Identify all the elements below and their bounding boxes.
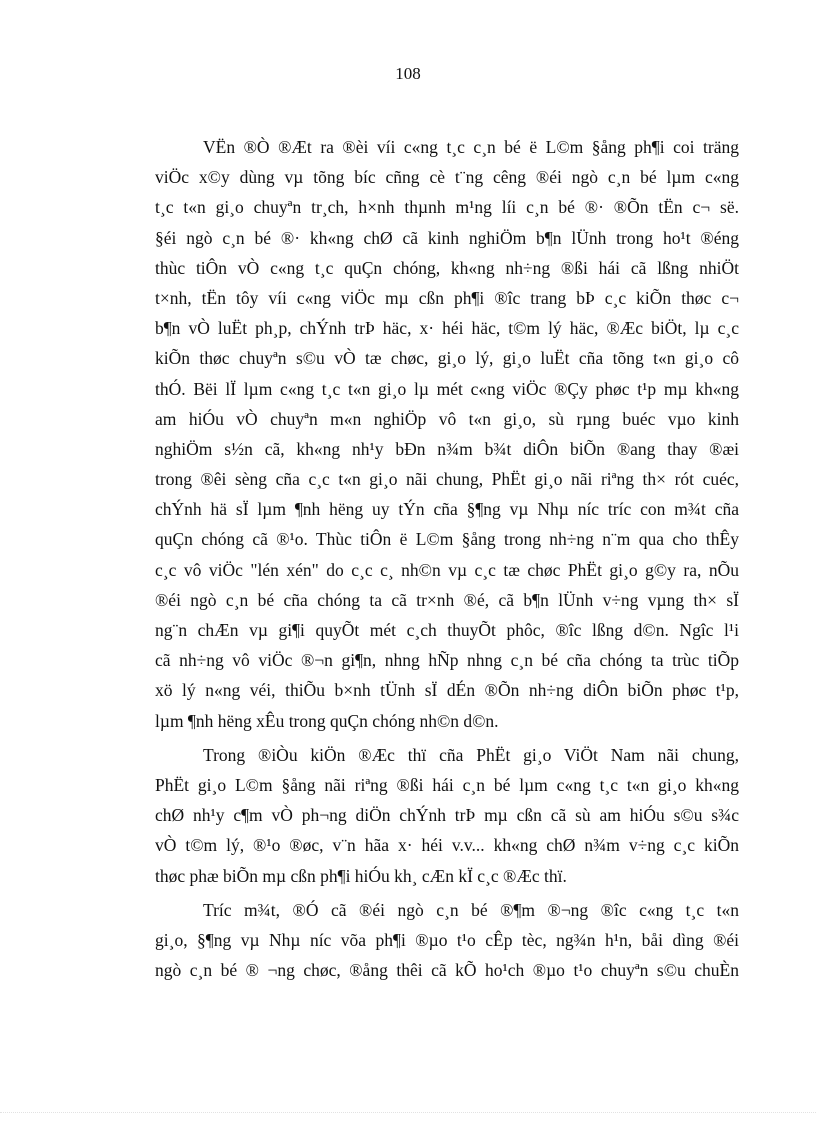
text-line: viÖc x©y dùng vµ tõng bíc cñng cè t¨ng cêng ®éi ngò c¸n bé lµm c«ng [155, 167, 739, 188]
paragraph [155, 740, 739, 891]
text-line: vÒ t©m lý, ®¹o ®øc, v¨n hãa x· héi v.v... kh«ng chØ n¾m v÷ng c¸c kiÕn [155, 835, 739, 856]
text-line: ®éi ngò c¸n bé cña chóng ta cã tr×nh ®é, cã b¶n lÜnh v÷ng vµng th× sÏ [155, 589, 739, 610]
text-line: Tríc m¾t, ®Ó cã ®éi ngò c¸n bé ®¶m ®¬ng ®îc c«ng t¸c t«n [203, 899, 739, 920]
text-line: am hiÓu vÒ chuyªn m«n nghiÖp vô t«n gi¸o, sù rµng buéc vµo kinh [155, 408, 739, 429]
text-line: kiÕn thøc chuyªn s©u vÒ tæ chøc, gi¸o lý, gi¸o luËt cña tõng t«n gi¸o cô [155, 348, 739, 369]
text-line: c¸c vô viÖc "lén xén" do c¸c c¸ nh©n vµ c¸c tæ chøc PhËt gi¸o g©y ra, nÕu [155, 559, 739, 580]
text-line: gi¸o, §¶ng vµ Nhµ níc võa ph¶i ®µo t¹o cÊp tèc, ng¾n h¹n, båi dìng ®éi [155, 929, 739, 950]
text-line: chÝnh hä sÏ lµm ¶nh hëng uy tÝn cña §¶ng vµ Nhµ níc tríc con m¾t cña [155, 499, 739, 520]
text-line: lµm ¶nh hëng xÊu trong quÇn chóng nh©n d©n. [155, 710, 499, 731]
text-line: thùc tiÔn vÒ c«ng t¸c quÇn chóng, kh«ng nh÷ng ®ßi hái cã lßng nhiÖt [155, 257, 739, 278]
text-line: t¸c t«n gi¸o chuyªn tr¸ch, h×nh thµnh m¹ng líi c¸n bé ®· ®Õn tËn c¬ së. [155, 197, 739, 218]
text-line: ng¨n chÆn vµ gi¶i quyÕt mét c¸ch thuyÕt phôc, ®îc lßng d©n. Ngîc l¹i [155, 620, 739, 640]
text-line: t×nh, tËn tôy víi c«ng viÖc mµ cßn ph¶i ®îc trang bÞ c¸c kiÕn thøc c¬ [155, 287, 739, 308]
text-line: VËn ®Ò ®Æt ra ®èi víi c«ng t¸c c¸n bé ë L©m §ång ph¶i coi träng [203, 137, 739, 157]
text-line: cã nh÷ng vô viÖc ®¬n gi¶n, nhng hÑp nhng c¸n bé cña chóng ta trùc tiÕp [155, 650, 739, 671]
text-line: xö lý n«ng véi, thiÕu b×nh tÜnh sÏ dÉn ®Õn nh÷ng diÔn biÕn phøc t¹p, [155, 680, 739, 701]
text-line: §éi ngò c¸n bé ®· kh«ng chØ cã kinh nghiÖm b¶n lÜnh trong ho¹t ®éng [155, 227, 739, 248]
text-line: chØ nh¹y c¶m vÒ ph¬ng diÖn chÝnh trÞ mµ cßn cã sù am hiÓu s©u s¾c [155, 805, 739, 826]
paragraph [155, 132, 739, 736]
text-line: ngò c¸n bé ® ¬ng chøc, ®ång thêi cã kÕ ho¹ch ®µo t¹o chuyªn s©u chuÈn [155, 960, 739, 981]
text-line: quÇn chóng cã ®¹o. Thùc tiÔn ë L©m §ång trong nh÷ng n¨m qua cho thÊy [155, 529, 739, 550]
text-line: b¶n vÒ luËt ph¸p, chÝnh trÞ häc, x· héi häc, t©m lý häc, ®Æc biÖt, lµ c¸c [155, 318, 739, 339]
body-text [155, 132, 739, 985]
paragraph [155, 895, 739, 986]
text-line: PhËt gi¸o L©m §ång nãi riªng ®ßi hái c¸n bé lµm c«ng t¸c t«n gi¸o kh«ng [155, 774, 739, 795]
text-line: Trong ®iÒu kiÖn ®Æc thï cña PhËt gi¸o ViÖt Nam nãi chung, [203, 744, 739, 765]
text-line: thøc phæ biÕn mµ cßn ph¶i hiÓu kh¸ cÆn kÏ c¸c ®Æc thï. [155, 865, 567, 886]
text-line: thÓ. Bëi lÏ lµm c«ng t¸c t«n gi¸o lµ mét c«ng viÖc ®Çy phøc t¹p mµ kh«ng [155, 378, 739, 399]
page-number: 108 [395, 64, 421, 83]
text-line: nghiÖm s½n cã, kh«ng nh¹y bÐn n¾m b¾t diÔn biÕn ®ang thay ®æi [155, 438, 739, 459]
page-bottom-divider [0, 1112, 816, 1113]
text-line: trong ®êi sèng cña c¸c t«n gi¸o nãi chung, PhËt gi¸o nãi riªng th× rót cuéc, [155, 469, 739, 490]
